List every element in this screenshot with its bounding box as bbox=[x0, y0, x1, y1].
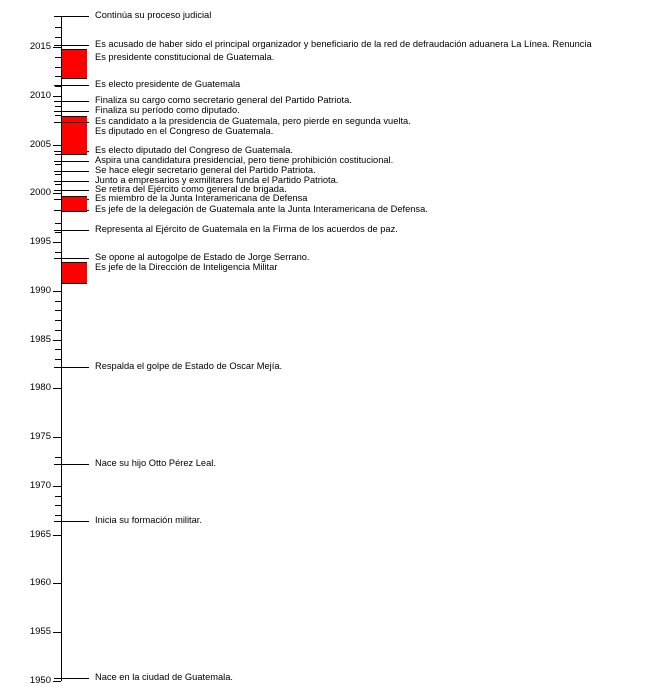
year-label: 2015 bbox=[29, 41, 51, 52]
year-label: 1990 bbox=[29, 284, 51, 296]
year-minor-tick bbox=[55, 27, 61, 28]
year-minor-tick bbox=[55, 330, 61, 331]
event-line bbox=[54, 678, 89, 679]
year-major-tick bbox=[53, 193, 61, 194]
period-bar bbox=[62, 196, 87, 212]
year-minor-tick bbox=[55, 154, 61, 155]
year-major-tick bbox=[53, 535, 61, 536]
period-bar bbox=[62, 262, 87, 284]
year-major-tick bbox=[53, 583, 61, 584]
year-minor-tick bbox=[55, 57, 61, 58]
event-label: Aspira una candidatura presidencial, pero tiene prohibición costitucional. bbox=[95, 155, 394, 165]
event-label: Nace en la ciudad de Guatemala. bbox=[95, 672, 233, 682]
event-line bbox=[54, 464, 89, 465]
year-minor-tick bbox=[55, 320, 61, 321]
year-label: 1975 bbox=[29, 431, 51, 443]
event-label: Finaliza su cargo como secretario general del Partido Patriota. bbox=[95, 95, 352, 105]
year-minor-tick bbox=[55, 76, 61, 77]
year-minor-tick bbox=[55, 232, 61, 233]
event-label: Junto a empresarios y exmilitares funda el Partido Patriota. bbox=[95, 175, 339, 185]
year-label: 1960 bbox=[29, 577, 51, 589]
event-label: Es electo presidente de Guatemala bbox=[95, 79, 241, 89]
event-label: Representa al Ejército de Guatemala en la Firma de los acuerdos de paz. bbox=[95, 224, 398, 234]
event-label: Es candidato a la presidencia de Guatemala, pero pierde en segunda vuelta. bbox=[95, 116, 411, 126]
year-label: 2000 bbox=[29, 187, 51, 199]
year-minor-tick bbox=[55, 164, 61, 165]
year-minor-tick bbox=[55, 115, 61, 116]
event-line bbox=[54, 190, 89, 191]
year-major-tick bbox=[53, 437, 61, 438]
year-minor-tick bbox=[55, 349, 61, 350]
event-line bbox=[54, 258, 89, 259]
year-minor-tick bbox=[55, 252, 61, 253]
event-label: Se hace elegir secretario general del Partido Patriota. bbox=[95, 165, 316, 175]
event-label: Es presidente constitucional de Guatemala. bbox=[95, 52, 275, 62]
year-minor-tick bbox=[55, 184, 61, 185]
event-label: Es electo diputado del Congreso de Guatemala. bbox=[95, 145, 293, 155]
event-line bbox=[54, 16, 89, 17]
year-minor-tick bbox=[55, 359, 61, 360]
event-line bbox=[54, 367, 89, 368]
year-label: 1995 bbox=[29, 236, 51, 248]
event-line bbox=[54, 45, 89, 46]
event-label: Se opone al autogolpe de Estado de Jorge Serrano. bbox=[95, 252, 310, 262]
event-line bbox=[54, 85, 89, 86]
year-minor-tick bbox=[55, 174, 61, 175]
year-major-tick bbox=[53, 388, 61, 389]
period-bar bbox=[62, 49, 87, 79]
year-minor-tick bbox=[55, 37, 61, 38]
year-minor-tick bbox=[55, 505, 61, 506]
event-line bbox=[54, 171, 89, 172]
year-minor-tick bbox=[55, 67, 61, 68]
year-minor-tick bbox=[55, 301, 61, 302]
year-label: 2010 bbox=[29, 89, 51, 101]
event-line bbox=[54, 122, 89, 123]
year-minor-tick bbox=[55, 457, 61, 458]
year-label: 1955 bbox=[29, 626, 51, 638]
year-major-tick bbox=[53, 145, 61, 146]
event-label: Continúa su proceso judicial bbox=[95, 10, 212, 20]
year-label: 1985 bbox=[29, 333, 51, 345]
event-label: Inicia su formación militar. bbox=[95, 515, 202, 525]
year-major-tick bbox=[53, 632, 61, 633]
event-label: Respalda el golpe de Estado de Oscar Mejía. bbox=[95, 361, 283, 371]
year-label: 1980 bbox=[29, 382, 51, 394]
year-minor-tick bbox=[55, 496, 61, 497]
event-line bbox=[54, 521, 89, 522]
event-line bbox=[54, 101, 89, 102]
event-line bbox=[54, 161, 89, 162]
event-line bbox=[54, 230, 89, 231]
event-line bbox=[54, 181, 89, 182]
year-major-tick bbox=[53, 340, 61, 341]
year-minor-tick bbox=[55, 86, 61, 87]
event-label: Es miembro de la Junta Interamericana de Defensa bbox=[95, 193, 308, 203]
year-label: 1950 bbox=[29, 675, 51, 686]
event-line bbox=[54, 111, 89, 112]
year-major-tick bbox=[53, 96, 61, 97]
year-label: 2005 bbox=[29, 138, 51, 150]
year-minor-tick bbox=[55, 310, 61, 311]
event-label: Es diputado en el Congreso de Guatemala. bbox=[95, 126, 274, 136]
year-minor-tick bbox=[55, 515, 61, 516]
year-major-tick bbox=[53, 486, 61, 487]
year-label: 1965 bbox=[29, 528, 51, 540]
event-label: Se retira del Ejército como general de brigada. bbox=[95, 184, 287, 194]
event-label: Es acusado de haber sido el principal organizador y beneficiario de la red de defraudación aduanera La Línea. Renuncia bbox=[95, 39, 592, 49]
year-minor-tick bbox=[55, 223, 61, 224]
year-major-tick bbox=[53, 47, 61, 48]
event-label: Es jefe de la delegación de Guatemala ante la Junta Interamericana de Defensa. bbox=[95, 204, 428, 214]
event-label: Nace su hijo Otto Pérez Leal. bbox=[95, 458, 216, 468]
year-major-tick bbox=[53, 242, 61, 243]
year-major-tick bbox=[53, 291, 61, 292]
year-minor-tick bbox=[55, 106, 61, 107]
year-major-tick bbox=[53, 681, 61, 682]
year-label: 1970 bbox=[29, 479, 51, 491]
event-label: Es jefe de la Dirección de Inteligencia Militar bbox=[95, 262, 278, 272]
event-label: Finaliza su período como diputado. bbox=[95, 105, 240, 115]
